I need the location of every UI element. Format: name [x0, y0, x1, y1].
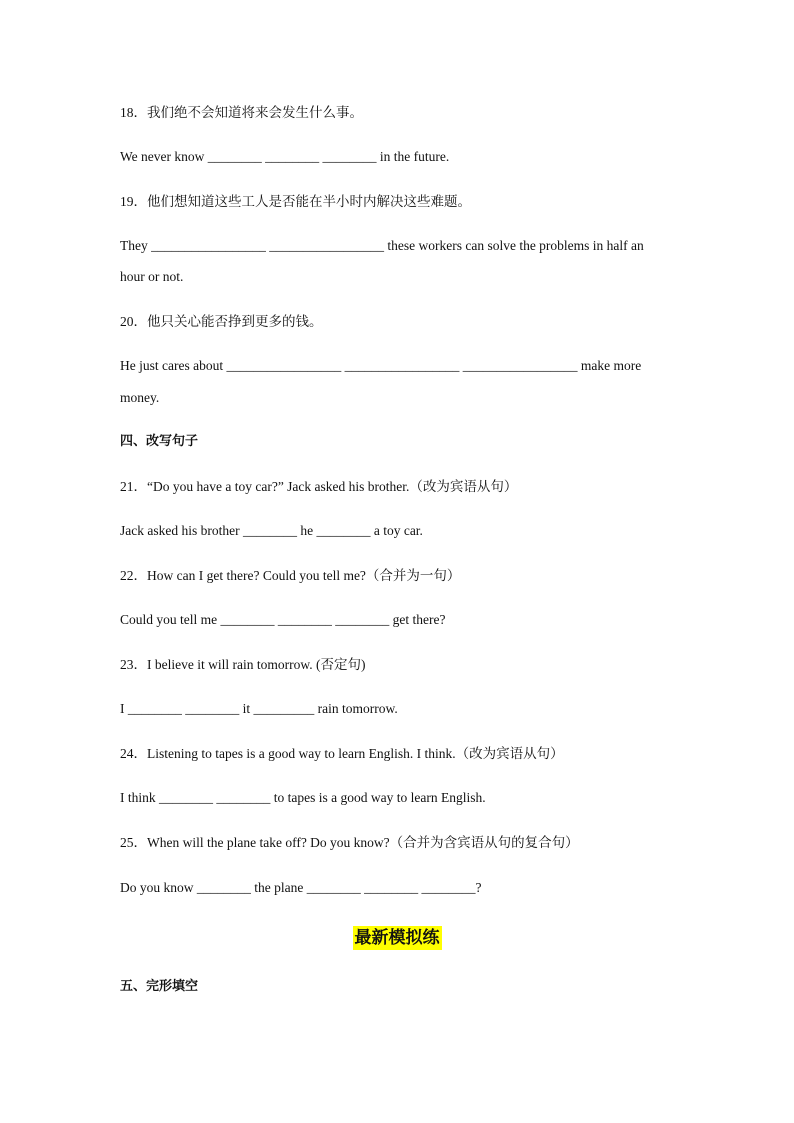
q21-prompt: 21．“Do you have a toy car?” Jack asked his brother.（改为宾语从句）	[120, 479, 518, 494]
q24-answer: I think ________ ________ to tapes is a good way to learn English.	[120, 790, 486, 805]
q25-answer: Do you know ________ the plane ________ ________ ________?	[120, 880, 482, 895]
q20-answer-line2: money.	[120, 390, 160, 405]
q23-prompt: 23．I believe it will rain tomorrow. (否定句)	[120, 657, 366, 672]
q19-prompt: 19．他们想知道这些工人是否能在半小时内解决这些难题。	[120, 194, 471, 209]
q22-answer: Could you tell me ________ ________ ________ get there?	[120, 612, 446, 627]
q20-prompt: 20．他只关心能否挣到更多的钱。	[120, 314, 323, 329]
practice-banner-title: 最新模拟练	[354, 928, 440, 948]
q22-prompt: 22．How can I get there? Could you tell me?（合并为一句）	[120, 568, 461, 583]
q21-answer: Jack asked his brother ________ he ________ a toy car.	[120, 523, 423, 538]
q18-answer: We never know ________ ________ ________ in the future.	[120, 149, 450, 164]
practice-banner	[0, 926, 794, 950]
section-4-heading: 四、改写句子	[120, 434, 199, 449]
section-5-heading: 五、完形填空	[120, 979, 199, 994]
q19-answer-line2: hour or not.	[120, 269, 184, 284]
q23-answer: I ________ ________ it _________ rain tomorrow.	[120, 701, 398, 716]
q20-answer-line1: He just cares about _________________ _________________ _________________ make more	[120, 358, 642, 373]
q25-prompt: 25．When will the plane take off? Do you know?（合并为含宾语从句的复合句）	[120, 835, 579, 850]
q24-prompt: 24．Listening to tapes is a good way to learn English. I think.（改为宾语从句）	[120, 746, 564, 761]
q18-prompt: 18．我们绝不会知道将来会发生什么事。	[120, 105, 363, 120]
q19-answer-line1: They _________________ _________________ these workers can solve the problems in half an	[120, 238, 644, 253]
